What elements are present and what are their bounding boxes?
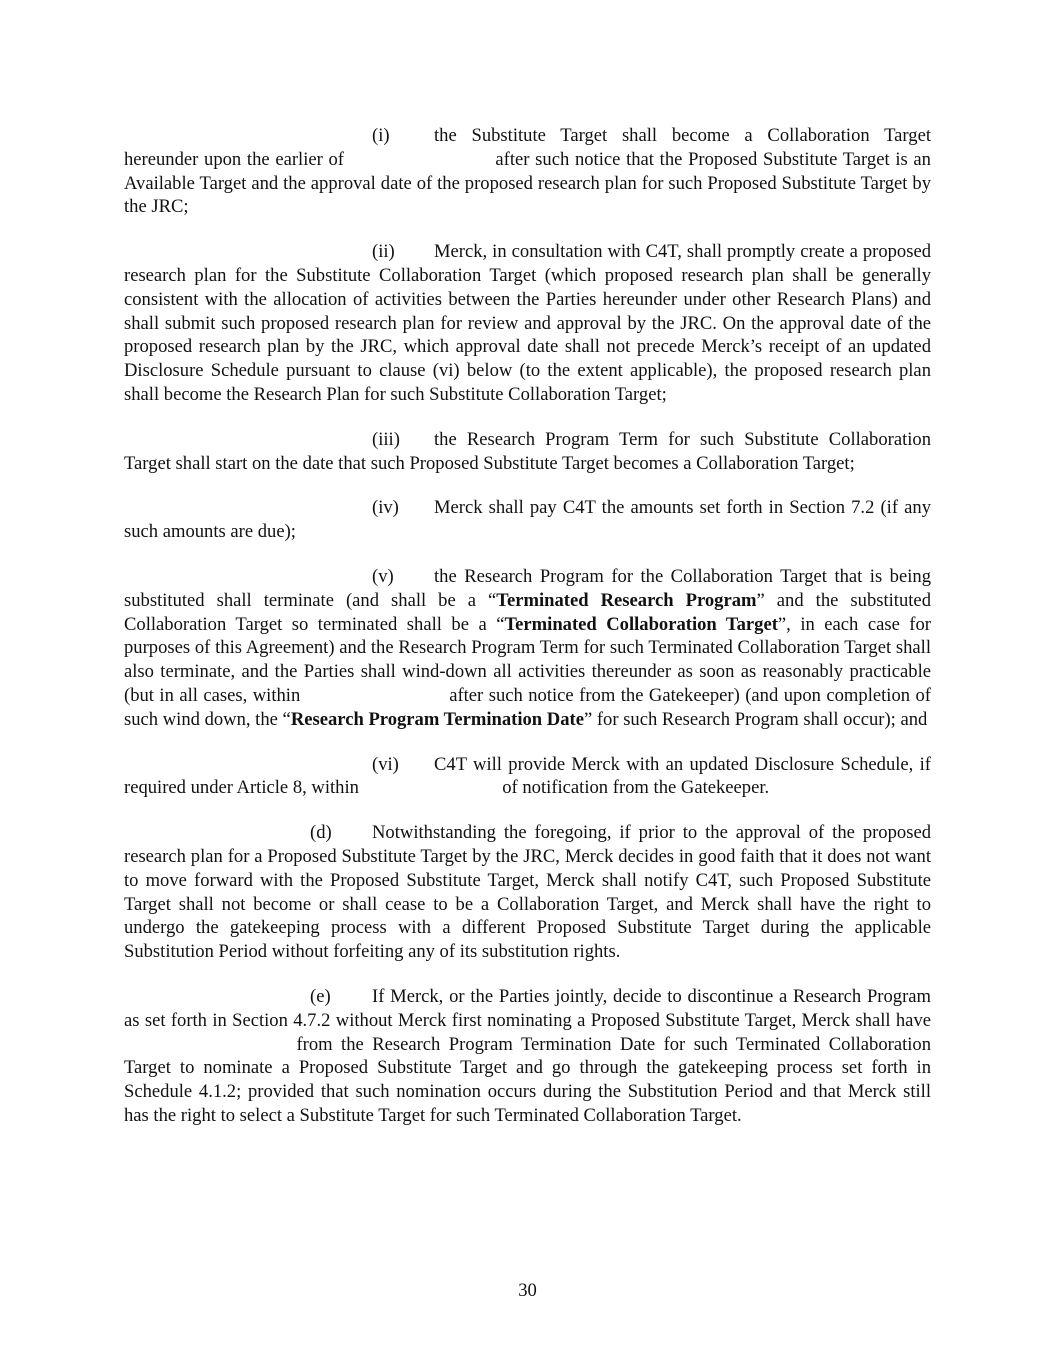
clause-v-text-1: the Research Program for the Collaboration Target that is being substituted shall terminate (and shall be a “ xyxy=(124,565,931,611)
clause-i-marker: (i) xyxy=(372,125,390,146)
clause-i-text-2: after such notice that the Proposed Substitute Target is an Available Target and the approval date of the proposed research plan for such Proposed Substitute Target by the JRC; xyxy=(124,148,931,218)
clause-ii-text: Merck, in consultation with C4T, shall promptly create a proposed research plan for the Substitute Collaboration Target (which proposed research plan shall be generally consistent with the allocation of activities between the Parties hereunder under other Research Plans) and shall submit such proposed research plan for review and approval by the JRC. On the approval date of the proposed research plan by the JRC, which approval date shall not precede Merck’s receipt of an updated Disclosure Schedule pursuant to clause (vi) below (to the extent applicable), the proposed research plan shall become the Research Plan for such Substitute Collaboration Target; xyxy=(124,241,931,405)
clause-e-text-1: If Merck, or the Parties jointly, decide to discontinue a Research Program as set forth in Section 4.7.2 without Merck first nominating a Proposed Substitute Target, Merck shall have xyxy=(124,985,931,1031)
clause-v-text-3: ”, in each case for purposes of this Agreement) and the Research Program Term for such Terminated Collaboration Target shall also terminate, and the Parties shall wind-down all activities thereunder as soon as reasonably practicable (but in all cases, within xyxy=(124,613,931,706)
document-page xyxy=(124,124,931,1149)
clause-iii-marker: (iii) xyxy=(372,428,400,450)
page-number: 30 xyxy=(518,1280,537,1301)
clause-vi-marker: (vi) xyxy=(372,753,399,775)
clause-v-text-4: after such notice from the Gatekeeper) (and upon completion of such wind down, the “ xyxy=(124,684,931,730)
clause-v xyxy=(124,565,931,732)
clause-v-text-5: ” for such Research Program shall occur); and xyxy=(583,708,928,730)
clause-e xyxy=(124,985,931,1128)
clause-v-marker: (v) xyxy=(372,565,394,587)
clause-d-marker: (d) xyxy=(310,822,332,844)
clause-ii-marker: (ii) xyxy=(372,241,395,263)
clause-e-marker: (e) xyxy=(310,985,331,1007)
clause-iii xyxy=(124,428,931,476)
defined-term-terminated-collaboration-target: Terminated Collaboration Target xyxy=(504,613,778,635)
clause-iv-marker: (iv) xyxy=(372,497,399,519)
clause-i-text-1: the Substitute Target shall become a Collaboration Target hereunder upon the earlier of xyxy=(124,125,931,170)
defined-term-research-program-termination-date: Research Program Termination Date xyxy=(290,708,584,730)
clause-iv-text: Merck shall pay C4T the amounts set forth in Section 7.2 (if any such amounts are due); xyxy=(124,497,931,543)
clause-ii xyxy=(124,240,931,407)
clause-i xyxy=(124,124,931,219)
clause-vi-text-2: of notification from the Gatekeeper. xyxy=(502,777,770,799)
clause-d-text: Notwithstanding the foregoing, if prior to the approval of the proposed research plan for a Proposed Substitute Target by the JRC, Merck decides in good faith that it does not want to move forward with the Proposed Substitute Target, Merck shall notify C4T, such Proposed Substitute Target shall not become or shall cease to be a Collaboration Target, and Merck shall have the right to undergo the gatekeeping process with a different Proposed Substitute Target during the applicable Substitution Period without forfeiting any of its substitution rights. xyxy=(124,822,931,963)
clause-e-text-2: from the Research Program Termination Date for such Terminated Collaboration Target to nominate a Proposed Substitute Target and go through the gatekeeping process set forth in Schedule 4.1.2; provided that such nomination occurs during the Substitution Period and that Merck still has the right to select a Substitute Target for such Terminated Collaboration Target. xyxy=(124,1033,931,1126)
clause-v-text-2: ” and the substituted Collaboration Target so terminated shall be a “ xyxy=(124,589,931,635)
clause-vi xyxy=(124,753,931,801)
defined-term-terminated-research-program: Terminated Research Program xyxy=(496,589,757,611)
clause-iv xyxy=(124,496,931,544)
clause-d xyxy=(124,821,931,964)
clause-iii-text: the Research Program Term for such Substitute Collaboration Target shall start on the date that such Proposed Substitute Target becomes a Collaboration Target; xyxy=(124,428,931,474)
clause-vi-text-1: C4T will provide Merck with an updated Disclosure Schedule, if required under Article 8, within xyxy=(124,753,931,799)
